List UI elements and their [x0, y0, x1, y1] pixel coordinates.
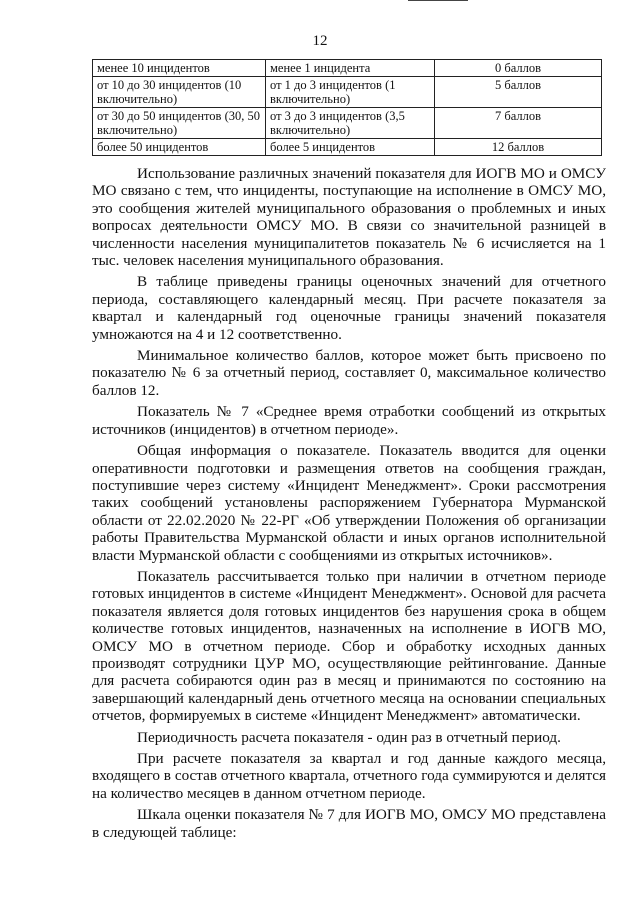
table-row: [93, 77, 602, 108]
table-cell: от 30 до 50 инцидентов (30, 50 включительно): [93, 108, 266, 139]
table-cell-score: 12 баллов: [435, 139, 602, 156]
paragraph: Минимальное количество баллов, которое может быть присвоено по показателю № 6 за отчетный период, составляет 0, максимальное количество баллов 12.: [92, 347, 606, 399]
paragraph: В таблице приведены границы оценочных значений для отчетного периода, составляющего календарный месяц. При расчете показателя за квартал и календарный год оценочные границы значений показателя умножаются на 4 и 12 соответственно.: [92, 273, 606, 343]
scoring-table: [92, 59, 602, 156]
page-number: 12: [312, 33, 328, 49]
table-row: [93, 108, 602, 139]
table-cell: менее 10 инцидентов: [93, 60, 266, 77]
paragraph: Использование различных значений показателя для ИОГВ МО и ОМСУ МО связано с тем, что инциденты, поступающие на исполнение в ОМСУ МО, это сообщения жителей муниципального образования о проблемных и иных вопросах деятельности ОМСУ МО. В связи со значительной разницей в численности населения муниципалитетов показатель № 6 исчисляется на 1 тыс. человек населения муниципального образования.: [92, 165, 606, 270]
top-rule: [408, 0, 468, 1]
table-cell: от 3 до 3 инцидентов (3,5 включительно): [266, 108, 435, 139]
paragraph: Показатель № 7 «Среднее время отработки сообщений из открытых источников (инцидентов) в отчетном периоде».: [92, 403, 606, 438]
table-cell-score: 7 баллов: [435, 108, 602, 139]
table-cell: более 50 инцидентов: [93, 139, 266, 156]
table-cell: менее 1 инцидента: [266, 60, 435, 77]
table-row: [93, 60, 602, 77]
table-cell: более 5 инцидентов: [266, 139, 435, 156]
table-row: [93, 139, 602, 156]
table-cell: от 1 до 3 инцидентов (1 включительно): [266, 77, 435, 108]
table-cell: от 10 до 30 инцидентов (10 включительно): [93, 77, 266, 108]
table-cell-score: 5 баллов: [435, 77, 602, 108]
paragraph: Показатель рассчитывается только при наличии в отчетном периоде готовых инцидентов в системе «Инцидент Менеджмент». Основой для расчета показателя является доля готовых инцидентов без нарушения срока в общем количестве готовых инцидентов, назначенных на исполнение в ИОГВ МО, ОМСУ МО в отчетном периоде. Сбор и обработку исходных данных производят сотрудники ЦУР МО, осуществляющие рейтингование. Данные для расчета собираются один раз в месяц и принимаются по состоянию на завершающий календарный день отчетного месяца на основании специальных отчетов, формируемых в системе «Инцидент Менеджмент» автоматически.: [92, 567, 606, 725]
paragraph: Шкала оценки показателя № 7 для ИОГВ МО, ОМСУ МО представлена в следующей таблице:: [92, 806, 606, 841]
paragraph: Общая информация о показателе. Показатель вводится для оценки оперативности подготовки и размещения ответов на сообщения граждан, поступившие через систему «Инцидент Менеджмент». Сроки рассмотрения таких сообщений установлены распоряжением Губернатора Мурманской области от 22.02.2020 № 22-РГ «Об утверждении Положения об организации работы Правительства Мурманской области и иных органов исполнительной власти Мурманской области с сообщениями из открытых источников».: [92, 442, 606, 564]
body-text: [92, 165, 606, 845]
paragraph: При расчете показателя за квартал и год данные каждого месяца, входящего в состав отчетного квартала, отчетного года суммируются и делятся на количество месяцев в данном отчетном периоде.: [92, 750, 606, 802]
paragraph: Периодичность расчета показателя - один раз в отчетный период.: [137, 728, 561, 746]
table-cell-score: 0 баллов: [435, 60, 602, 77]
